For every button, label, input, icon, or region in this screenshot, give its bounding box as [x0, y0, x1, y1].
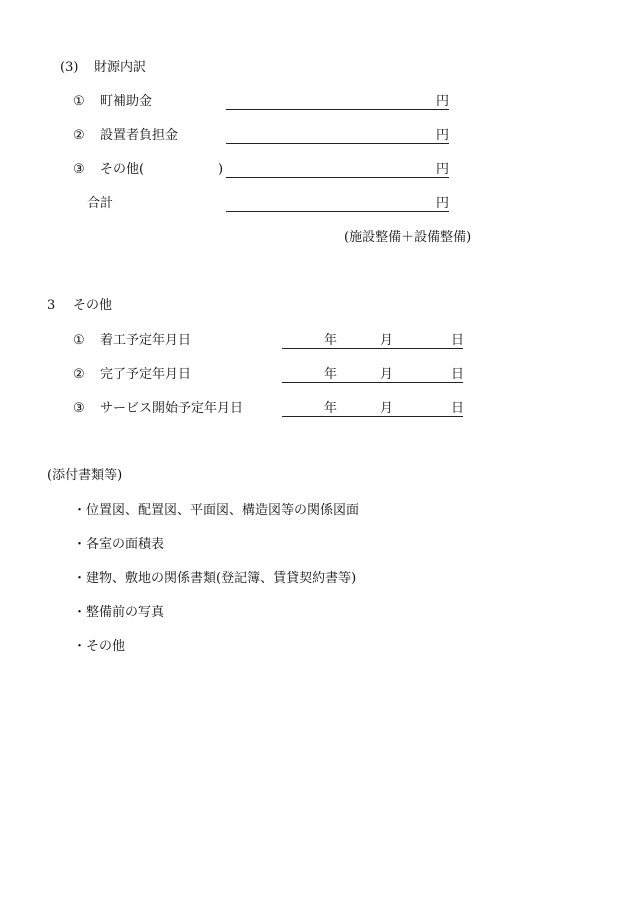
finance-row-1-amount-field[interactable] — [226, 109, 449, 110]
finance-row-3-mark: ③ — [73, 162, 85, 177]
other-row-1-date-field[interactable] — [282, 348, 463, 349]
other-row-1-mark: ① — [73, 333, 85, 348]
other-row-2-year: 年 — [324, 367, 338, 382]
finance-row-2-amount-field[interactable] — [226, 143, 449, 144]
other-row-1-label: 着工予定年月日 — [100, 333, 192, 348]
other-row-2-date-field[interactable] — [282, 382, 463, 383]
finance-total-amount-field[interactable] — [226, 211, 449, 212]
finance-row-1-mark: ① — [73, 94, 85, 109]
finance-row-2-label: 設置者負担金 — [100, 128, 179, 143]
finance-heading: 財源内訳 — [94, 60, 147, 75]
finance-total-unit: 円 — [436, 196, 450, 211]
attachment-item: ・その他 — [73, 639, 126, 654]
finance-total-label: 合計 — [87, 196, 114, 211]
finance-row-3-unit: 円 — [436, 162, 450, 177]
other-row-3-month: 月 — [380, 401, 394, 416]
other-row-1-year: 年 — [324, 333, 338, 348]
attachment-item: ・建物、敷地の関係書類(登記簿、賃貸契約書等) — [73, 571, 357, 586]
attachment-item: ・位置図、配置図、平面図、構造図等の関係図面 — [73, 503, 360, 518]
finance-row-1-unit: 円 — [436, 94, 450, 109]
finance-row-3-label: その他( — [100, 162, 145, 177]
finance-row-3-amount-field[interactable] — [226, 177, 449, 178]
other-row-2-label: 完了予定年月日 — [100, 367, 192, 382]
finance-row-3-close-paren: ) — [218, 162, 224, 177]
finance-row-1-label: 町補助金 — [100, 94, 153, 109]
other-heading: その他 — [73, 298, 113, 313]
attachment-item: ・整備前の写真 — [73, 605, 165, 620]
finance-note: (施設整備＋設備整備) — [344, 230, 472, 245]
finance-heading-number: (3) — [60, 60, 79, 75]
other-row-3-date-field[interactable] — [282, 416, 463, 417]
other-row-3-mark: ③ — [73, 401, 85, 416]
other-row-2-month: 月 — [380, 367, 394, 382]
other-row-3-day: 日 — [451, 401, 465, 416]
attachments-heading: (添付書類等) — [47, 468, 123, 483]
other-row-2-day: 日 — [451, 367, 465, 382]
other-row-1-day: 日 — [451, 333, 465, 348]
attachment-item: ・各室の面積表 — [73, 537, 165, 552]
other-row-1-month: 月 — [380, 333, 394, 348]
other-row-2-mark: ② — [73, 367, 85, 382]
other-row-3-label: サービス開始予定年月日 — [100, 401, 244, 416]
other-heading-number: 3 — [47, 298, 56, 313]
finance-row-2-unit: 円 — [436, 128, 450, 143]
finance-row-2-mark: ② — [73, 128, 85, 143]
other-row-3-year: 年 — [324, 401, 338, 416]
